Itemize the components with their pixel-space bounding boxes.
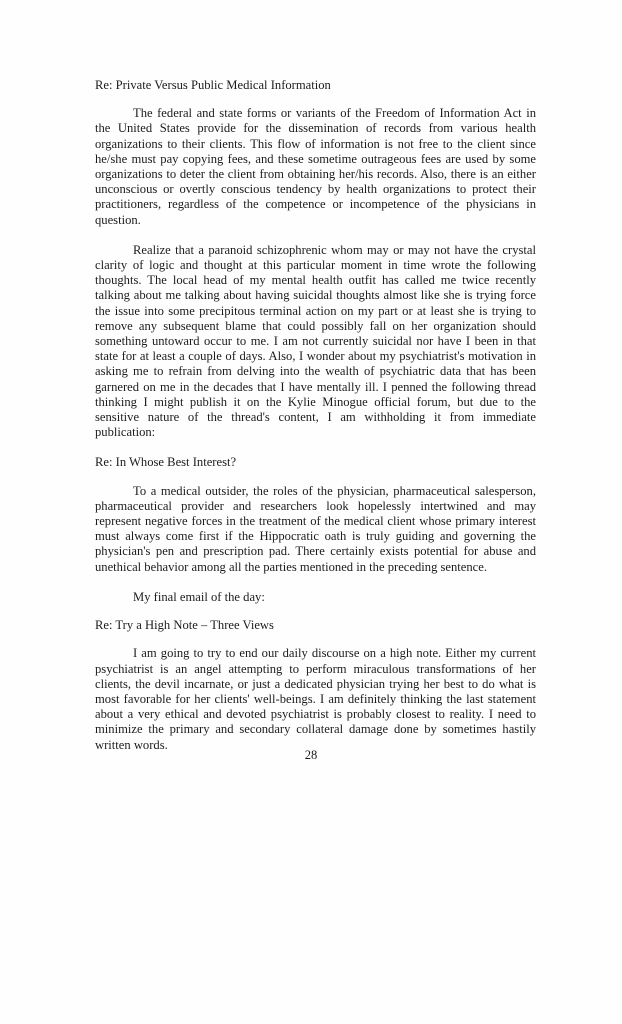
- paragraph: The federal and state forms or variants of the Freedom of Information Act in the United States provide for the dissemination of records from various health organizations to their clients. This flow of information is not free to the client since he/she must pay copying fees, and these sometime outrageous fees are used by some organizations to deter the client from obtaining her/his records. Also, there is an either unconscious or overtly conscious tendency by health organizations to protect their practitioners, regardless of the competence or incompetence of the physicians in question.: [95, 106, 536, 227]
- section-heading-best-interest: Re: In Whose Best Interest?: [95, 455, 237, 470]
- paragraph: I am going to try to end our daily discourse on a high note. Either my current psychiatrist is an angel attempting to perform miraculous transformations of her clients, the devil incarnate, or just a dedicated physician trying her best to do what is most favorable for her clients' well-beings. I am definitely thinking the last statement about a very ethical and devoted psychiatrist is probably closest to reality. I need to minimize the primary and secondary collateral damage done by sometimes hastily written words.: [95, 646, 536, 752]
- page-number: 28: [304, 748, 318, 762]
- paragraph: Realize that a paranoid schizophrenic whom may or may not have the crystal clarity of logic and thought at this particular moment in time wrote the following thoughts. The local head of my mental health outfit has called me twice recently talking about me talking about having suicidal thoughts almost like she is trying force the issue into some precipitous terminal action on my part or at least she is trying to remove any subsequent blame that could possibly fall on her organization should something untoward occur to me. I am not currently suicidal nor have I been in that state for at least a couple of days. Also, I wonder about my psychiatrist's motivation in asking me to refrain from delving into the wealth of psychiatric data that has been garnered on me in the decades that I have mentally ill. I penned the following thread thinking I might publish it on the Kylie Minogue official forum, but due to the sensitive nature of the thread's content, I am withholding it from immediate publication:: [95, 242, 536, 440]
- paragraph: My final email of the day:: [133, 589, 265, 604]
- section-heading-high-note: Re: Try a High Note – Three Views: [95, 618, 274, 633]
- section-heading-private-vs-public: Re: Private Versus Public Medical Information: [95, 78, 331, 92]
- page-content: [95, 78, 536, 768]
- paragraph: To a medical outsider, the roles of the physician, pharmaceutical salesperson, pharmaceutical provider and researchers look hopelessly intertwined and may represent negative forces in the treatment of the medical client whose primary interest must always come first if the Hippocratic oath is truly guiding and governing the physician's pen and prescription pad. There certainly exists potential for abuse and unethical behavior among all the parties mentioned in the preceding sentence.: [95, 483, 536, 574]
